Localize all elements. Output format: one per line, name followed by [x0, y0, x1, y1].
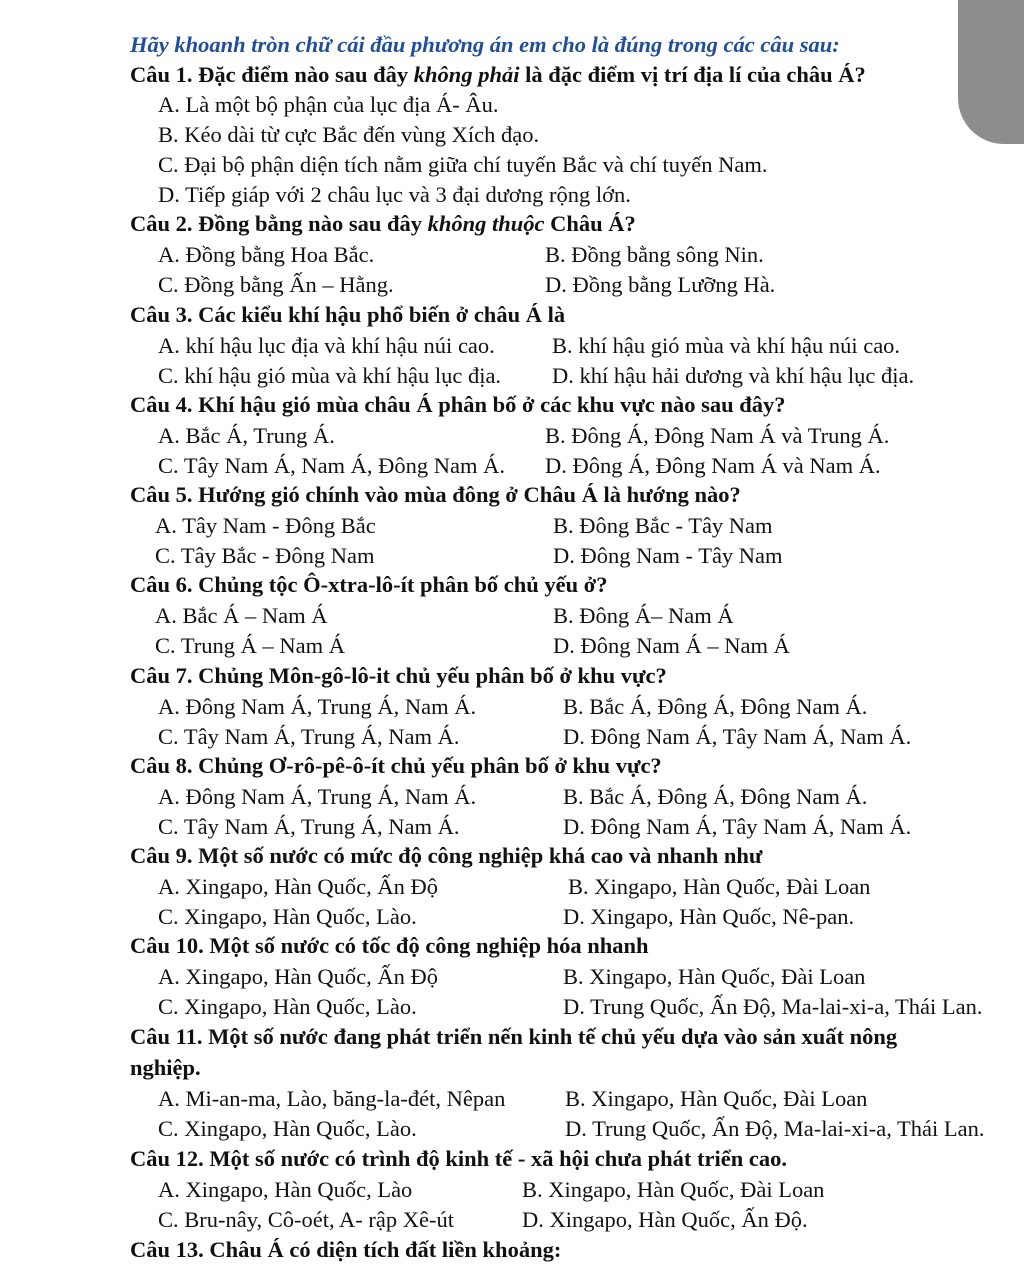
q2-option-b[interactable]: B. Đồng bằng sông Nin.: [545, 242, 764, 267]
question-11: Câu 11. Một số nước đang phát triển nến kinh tế chủ yếu dựa vào sản xuất nông: [130, 1024, 898, 1049]
q12-option-d[interactable]: D. Xingapo, Hàn Quốc, Ấn Độ.: [522, 1207, 808, 1232]
q7-option-a[interactable]: A. Đông Nam Á, Trung Á, Nam Á.: [158, 694, 477, 719]
q2-option-d[interactable]: D. Đồng bằng Lưỡng Hà.: [545, 272, 776, 297]
q3-option-c[interactable]: C. khí hậu gió mùa và khí hậu lục địa.: [158, 363, 502, 388]
q5-option-a[interactable]: A. Tây Nam - Đông Bắc: [155, 513, 376, 538]
q9-option-a[interactable]: A. Xingapo, Hàn Quốc, Ấn Độ: [158, 874, 438, 899]
question-13: Câu 13. Châu Á có diện tích đất liền khoảng:: [130, 1237, 562, 1262]
q5-option-c[interactable]: C. Tây Bắc - Đông Nam: [155, 543, 375, 568]
q6-option-b[interactable]: B. Đông Á– Nam Á: [553, 603, 734, 628]
q1-option-d[interactable]: D. Tiếp giáp với 2 châu lục và 3 đại dương rộng lớn.: [158, 182, 631, 207]
q4-option-a[interactable]: A. Bắc Á, Trung Á.: [158, 423, 335, 448]
question-5: Câu 5. Hướng gió chính vào mùa đông ở Châu Á là hướng nào?: [130, 482, 741, 507]
q3-option-d[interactable]: D. khí hậu hải dương và khí hậu lục địa.: [552, 363, 915, 388]
q10-option-b[interactable]: B. Xingapo, Hàn Quốc, Đài Loan: [563, 964, 866, 989]
q8-option-b[interactable]: B. Bắc Á, Đông Á, Đông Nam Á.: [563, 784, 868, 809]
q8-option-d[interactable]: D. Đông Nam Á, Tây Nam Á, Nam Á.: [563, 814, 912, 839]
q12-option-b[interactable]: B. Xingapo, Hàn Quốc, Đài Loan: [522, 1177, 825, 1202]
q2-option-c[interactable]: C. Đồng bằng Ấn – Hằng.: [158, 272, 394, 297]
q12-option-c[interactable]: C. Bru-nây, Cô-oét, A- rập Xê-út: [158, 1207, 454, 1232]
q2-option-a[interactable]: A. Đồng bằng Hoa Bắc.: [158, 242, 375, 267]
q9-option-d[interactable]: D. Xingapo, Hàn Quốc, Nê-pan.: [563, 904, 855, 929]
question-9: Câu 9. Một số nước có mức độ công nghiệp khá cao và nhanh như: [130, 843, 763, 868]
q10-option-c[interactable]: C. Xingapo, Hàn Quốc, Lào.: [158, 994, 417, 1019]
question-1: Câu 1. Đặc điểm nào sau đây không phải là đặc điểm vị trí địa lí của châu Á?: [130, 62, 866, 87]
q5-option-b[interactable]: B. Đông Bắc - Tây Nam: [553, 513, 773, 538]
question-7: Câu 7. Chủng Môn-gô-lô-it chủ yếu phân bố ở khu vực?: [130, 663, 667, 688]
question-12: Câu 12. Một số nước có trình độ kinh tế - xã hội chưa phát triển cao.: [130, 1146, 787, 1171]
q6-option-a[interactable]: A. Bắc Á – Nam Á: [155, 603, 328, 628]
corner-tab: [958, 0, 1024, 144]
q1-option-b[interactable]: B. Kéo dài từ cực Bắc đến vùng Xích đạo.: [158, 122, 540, 147]
question-2: Câu 2. Đồng bằng nào sau đây không thuộc Châu Á?: [130, 211, 636, 236]
q9-option-b[interactable]: B. Xingapo, Hàn Quốc, Đài Loan: [568, 874, 871, 899]
q7-option-d[interactable]: D. Đông Nam Á, Tây Nam Á, Nam Á.: [563, 724, 912, 749]
q10-option-d[interactable]: D. Trung Quốc, Ấn Độ, Ma-lai-xi-a, Thái Lan.: [563, 994, 983, 1019]
q11-option-a[interactable]: A. Mi-an-ma, Lào, băng-la-đét, Nêpan: [158, 1086, 506, 1111]
q11-option-d[interactable]: D. Trung Quốc, Ấn Độ, Ma-lai-xi-a, Thái Lan.: [565, 1116, 985, 1141]
q5-option-d[interactable]: D. Đông Nam - Tây Nam: [553, 543, 783, 568]
q6-option-d[interactable]: D. Đông Nam Á – Nam Á: [553, 633, 790, 658]
q4-option-d[interactable]: D. Đông Á, Đông Nam Á và Nam Á.: [545, 453, 881, 478]
q8-option-c[interactable]: C. Tây Nam Á, Trung Á, Nam Á.: [158, 814, 460, 839]
question-3: Câu 3. Các kiểu khí hậu phổ biến ở châu Á là: [130, 302, 566, 327]
q6-option-c[interactable]: C. Trung Á – Nam Á: [155, 633, 346, 658]
q3-option-b[interactable]: B. khí hậu gió mùa và khí hậu núi cao.: [552, 333, 901, 358]
q8-option-a[interactable]: A. Đông Nam Á, Trung Á, Nam Á.: [158, 784, 477, 809]
q3-option-a[interactable]: A. khí hậu lục địa và khí hậu núi cao.: [158, 333, 495, 358]
q1-option-c[interactable]: C. Đại bộ phận diện tích nằm giữa chí tuyến Bắc và chí tuyến Nam.: [158, 152, 768, 177]
q10-option-a[interactable]: A. Xingapo, Hàn Quốc, Ấn Độ: [158, 964, 438, 989]
question-11-cont: nghiệp.: [130, 1055, 201, 1080]
q7-option-b[interactable]: B. Bắc Á, Đông Á, Đông Nam Á.: [563, 694, 868, 719]
question-4: Câu 4. Khí hậu gió mùa châu Á phân bố ở các khu vực nào sau đây?: [130, 392, 786, 417]
q4-option-c[interactable]: C. Tây Nam Á, Nam Á, Đông Nam Á.: [158, 453, 506, 478]
instruction: Hãy khoanh tròn chữ cái đầu phương án em cho là đúng trong các câu sau:: [130, 32, 840, 57]
q11-option-b[interactable]: B. Xingapo, Hàn Quốc, Đài Loan: [565, 1086, 868, 1111]
q7-option-c[interactable]: C. Tây Nam Á, Trung Á, Nam Á.: [158, 724, 460, 749]
q4-option-b[interactable]: B. Đông Á, Đông Nam Á và Trung Á.: [545, 423, 890, 448]
question-6: Câu 6. Chủng tộc Ô-xtra-lô-ít phân bố chủ yếu ở?: [130, 572, 608, 597]
question-10: Câu 10. Một số nước có tốc độ công nghiệp hóa nhanh: [130, 933, 649, 958]
question-8: Câu 8. Chủng Ơ-rô-pê-ô-ít chủ yếu phân bố ở khu vực?: [130, 753, 662, 778]
q12-option-a[interactable]: A. Xingapo, Hàn Quốc, Lào: [158, 1177, 413, 1202]
q11-option-c[interactable]: C. Xingapo, Hàn Quốc, Lào.: [158, 1116, 417, 1141]
q9-option-c[interactable]: C. Xingapo, Hàn Quốc, Lào.: [158, 904, 417, 929]
q1-option-a[interactable]: A. Là một bộ phận của lục địa Á- Âu.: [158, 92, 499, 117]
